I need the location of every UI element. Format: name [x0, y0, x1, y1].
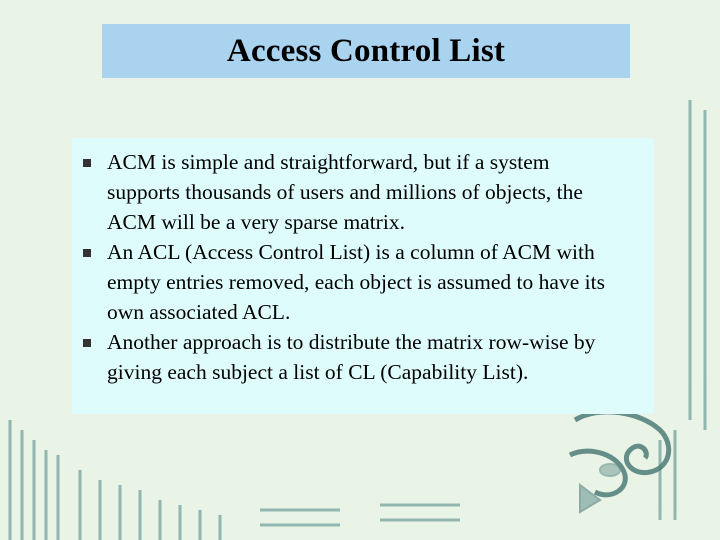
slide-title: Access Control List — [226, 32, 506, 69]
bullet-text: An ACL (Access Control List) is a column of ACM with empty entries removed, each object is assumed to have its own associated ACL. — [107, 240, 605, 324]
bullet-text: ACM is simple and straightforward, but if a system supports thousands of users and millions of objects, the ACM will be a very sparse matrix. — [107, 150, 583, 234]
bullet-item — [72, 147, 627, 237]
bullet-list — [72, 144, 654, 387]
square-bullet-icon — [83, 159, 91, 167]
dragon-ornament-icon — [570, 412, 669, 512]
content-box — [72, 138, 654, 414]
square-bullet-icon — [83, 339, 91, 347]
bullet-item — [72, 327, 627, 387]
square-bullet-icon — [83, 249, 91, 257]
bullet-item — [72, 237, 627, 327]
bullet-text: Another approach is to distribute the matrix row-wise by giving each subject a list of CL (Capability List). — [107, 330, 596, 384]
title-box — [102, 24, 630, 78]
